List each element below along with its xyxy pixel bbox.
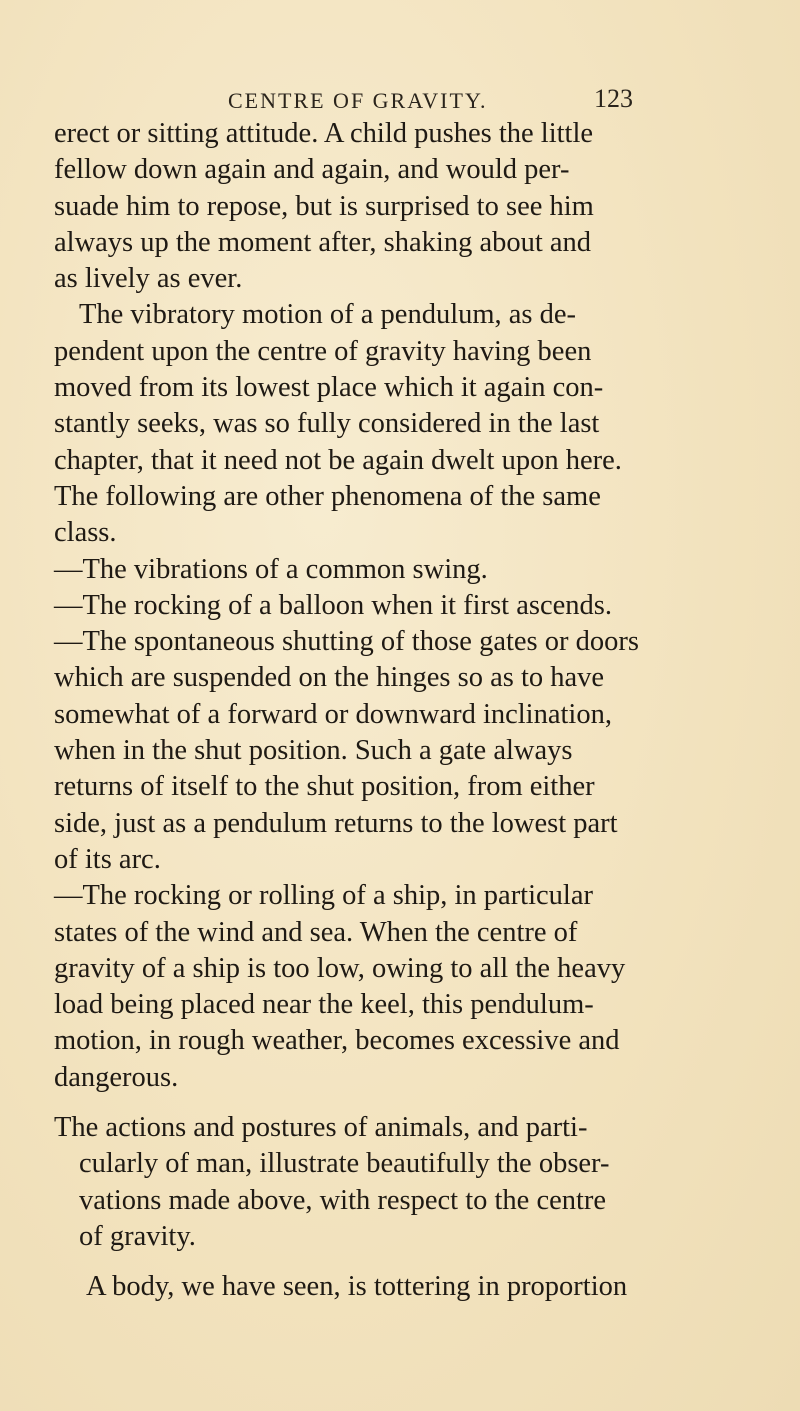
paragraph-start-line: The vibratory motion of a pendulum, as de- [79,299,577,331]
text-line: always up the moment after, shaking about and [54,226,592,258]
text-line: chapter, that it need not be again dwelt upon here. [54,444,622,476]
text-line: moved from its lowest place which it again con- [54,372,604,404]
paragraph-gap [54,1255,754,1269]
list-item-line: —The spontaneous shutting of those gates or doors [54,626,639,658]
text-line: which are suspended on the hinges so as to have [54,662,605,694]
text-line: as lively as ever. [54,263,243,295]
text-line: erect or sitting attitude. A child pushes the little [54,118,594,149]
running-head-title: CENTRE OF GRAVITY. [228,88,488,113]
body-text [54,116,754,1306]
text-line: somewhat of a forward or downward inclination, [54,698,612,730]
text-line: gravity of a ship is too low, owing to all the heavy [54,952,626,984]
list-item-line: —The rocking or rolling of a ship, in particular [54,880,593,912]
page-number: 123 [594,84,633,113]
text-line: suade him to repose, but is surprised to see him [54,190,594,222]
text-line: of its arc. [54,843,161,875]
paragraph-start-line: The actions and postures of animals, and parti- [54,1112,588,1144]
text-line: fellow down again and again, and would per- [54,154,570,186]
paragraph-start-line: A body, we have seen, is tottering in proportion [86,1271,628,1303]
list-item-line: —The vibrations of a common swing. [54,553,488,585]
text-line: load being placed near the keel, this pendulum- [54,989,594,1021]
text-line: returns of itself to the shut position, from either [54,771,595,803]
text-line: when in the shut position. Such a gate always [54,735,573,767]
text-line: vations made above, with respect to the centre [79,1184,607,1216]
text-line: states of the wind and sea. When the centre of [54,916,578,948]
paragraph-gap [54,1096,754,1110]
list-item-line: —The rocking of a balloon when it first ascends. [54,589,612,621]
text-line: stantly seeks, was so fully considered in the last [54,408,600,440]
text-line: class. [54,517,117,549]
text-line: The following are other phenomena of the same [54,480,601,512]
text-line: of gravity. [79,1220,196,1252]
running-head [0,84,800,120]
text-line: cularly of man, illustrate beautifully the obser- [79,1148,610,1180]
text-line: pendent upon the centre of gravity having been [54,335,592,367]
text-line: motion, in rough weather, becomes excessive and [54,1025,620,1057]
text-line: dangerous. [54,1061,179,1093]
text-line: side, just as a pendulum returns to the lowest part [54,807,618,839]
